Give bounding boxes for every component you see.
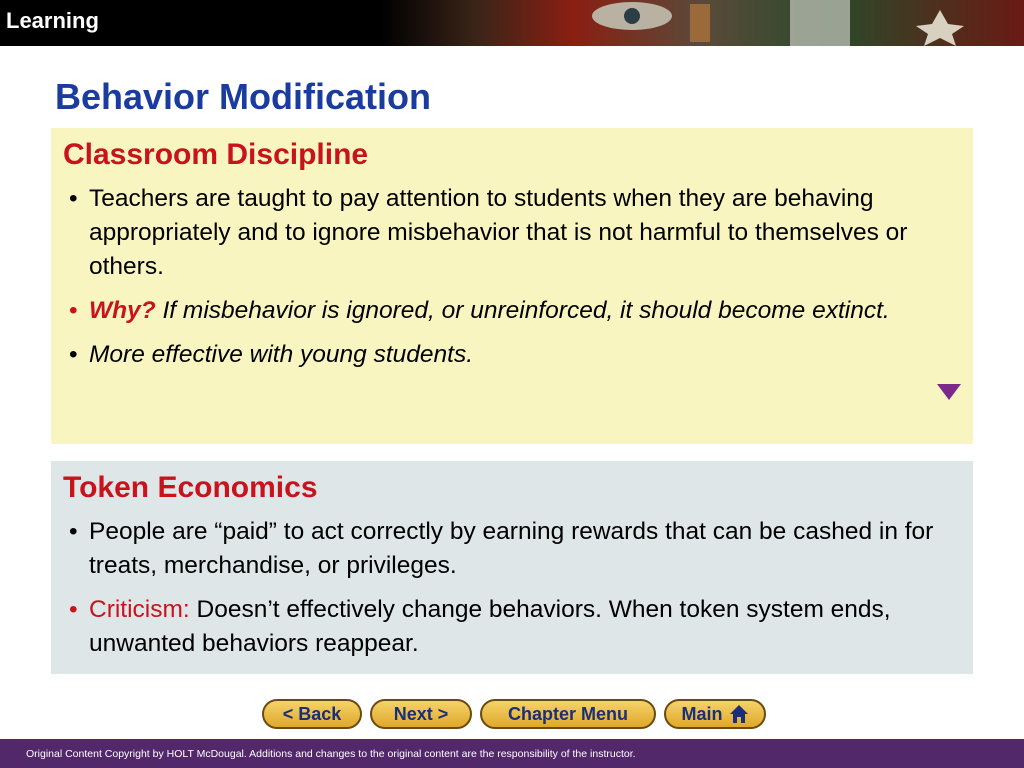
bullet-text: More effective with young students. [89,341,474,368]
back-button[interactable] [262,699,362,729]
token-economics-panel [51,461,973,674]
bullet-dot: • [69,596,78,623]
navigation-bar [262,699,766,729]
main-button-label: Main [681,703,723,724]
header-banner-image [380,0,1024,46]
bullet-item [63,515,961,583]
section-heading: Token Economics [63,471,318,504]
bullet-dot: • [69,341,78,368]
bullet-text: Doesn’t effectively change behaviors. When token system ends, unwanted behaviors reappear. [89,596,891,657]
chapter-menu-label: Chapter Menu [507,703,628,724]
bullet-label: Criticism: [89,596,190,623]
next-button[interactable] [370,699,472,729]
bullet-dot: • [69,518,78,545]
footer-bar [0,739,1024,768]
bullet-label: Why? [89,297,156,324]
house-icon [729,704,749,724]
section-heading: Classroom Discipline [63,138,369,171]
next-button-label: Next > [393,703,449,724]
triangle-down-icon[interactable] [937,384,961,400]
main-button[interactable] [664,699,766,729]
copyright-text: Original Content Copyright by HOLT McDougal. Additions and changes to the original content are the responsibility of the instructor. [26,748,636,760]
bullet-item [63,182,961,284]
back-button-label: < Back [282,703,342,724]
bullet-text: People are “paid” to act correctly by earning rewards that can be cashed in for treats, merchandise, or privileges. [89,518,934,579]
header-title: Learning [6,8,99,33]
bullet-text: Teachers are taught to pay attention to students when they are behaving appropriately and to ignore misbehavior that is not harmful to themselves or others. [89,185,908,280]
bullet-dot: • [69,185,78,212]
bullet-item [63,338,961,372]
bullet-item [63,294,961,328]
page-title: Behavior Modification [55,76,432,117]
classroom-discipline-panel [51,128,973,444]
header-bar [0,0,1024,46]
bullet-item [63,593,961,661]
bullet-text: If misbehavior is ignored, or unreinforced, it should become extinct. [162,297,890,324]
chapter-menu-button[interactable] [480,699,656,729]
bullet-dot: • [69,297,78,324]
